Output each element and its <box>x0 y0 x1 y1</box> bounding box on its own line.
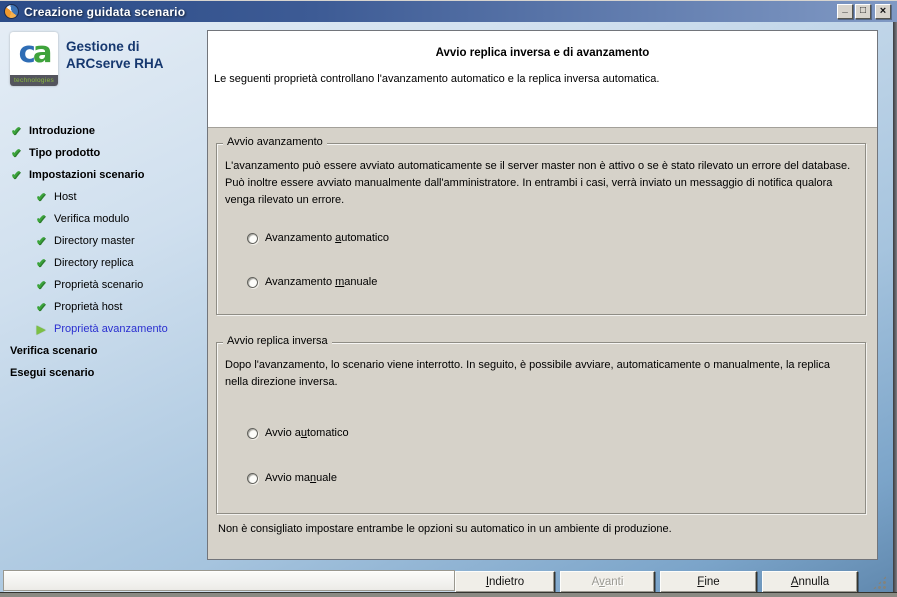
resize-grip[interactable] <box>872 575 887 590</box>
check-icon: ✔ <box>35 234 47 248</box>
group-avvio-replica-inversa <box>216 335 866 514</box>
sidebar-item-label: Proprietà avanzamento <box>54 323 168 335</box>
check-icon: ✔ <box>35 212 47 226</box>
maximize-button[interactable] <box>855 4 871 19</box>
page-description: Le seguenti proprietà controllano l'avanzamento automatico e la replica inversa automatica. <box>214 73 660 85</box>
sidebar-item-host[interactable] <box>0 186 207 208</box>
annulla-button[interactable]: Annulla <box>762 571 858 593</box>
avanti-button[interactable]: Avanti <box>560 571 655 593</box>
page-title: Avvio replica inversa e di avanzamento <box>435 47 650 59</box>
sidebar-item-label: Verifica modulo <box>54 213 130 225</box>
sidebar-item-proprieta-scenario[interactable] <box>0 274 207 296</box>
radio-button-icon[interactable] <box>247 428 258 439</box>
check-icon: ✔ <box>35 190 47 204</box>
ca-logo-letters: ca <box>18 35 50 69</box>
sidebar-item-introduzione[interactable] <box>0 120 207 142</box>
radio-label: Avanzamento manuale <box>265 276 378 288</box>
group-description: Dopo l'avanzamento, lo scenario viene interrotto. In seguito, è possibile avviare, automaticamente o manualmente, la replica nella direzione inversa. <box>225 359 830 388</box>
wizard-steps-nav <box>0 120 207 384</box>
sidebar-item-label: Impostazioni scenario <box>29 169 145 181</box>
sidebar-item-directory-master[interactable] <box>0 230 207 252</box>
wizard-sidebar <box>0 22 207 597</box>
app-title-line1: Gestione di <box>66 39 140 54</box>
sidebar-item-esegui-scenario[interactable] <box>0 362 207 384</box>
group-title: Avvio replica inversa <box>223 335 332 347</box>
radio-label: Avanzamento automatico <box>265 232 389 244</box>
content-header <box>208 31 877 128</box>
window-right-edge <box>893 22 897 597</box>
radio-button-icon[interactable] <box>247 473 258 484</box>
sidebar-item-verifica-modulo[interactable] <box>0 208 207 230</box>
sidebar-item-directory-replica[interactable] <box>0 252 207 274</box>
check-icon: ✔ <box>10 124 22 138</box>
radio-avvio-manuale[interactable] <box>247 472 337 484</box>
close-icon: × <box>879 5 887 17</box>
check-icon: ✔ <box>10 168 22 182</box>
radio-button-icon[interactable] <box>247 233 258 244</box>
maximize-icon: □ <box>859 5 867 16</box>
radio-label: Avvio automatico <box>265 427 349 439</box>
sidebar-item-label: Proprietà host <box>54 301 123 313</box>
check-icon: ✔ <box>35 300 47 314</box>
window-controls <box>837 4 891 19</box>
check-icon: ✔ <box>35 256 47 270</box>
radio-avanzamento-automatico[interactable] <box>247 232 389 244</box>
fine-button[interactable]: Fine <box>660 571 757 593</box>
sidebar-item-verifica-scenario[interactable] <box>0 340 207 362</box>
indietro-button[interactable]: Indietro <box>455 571 555 593</box>
minimize-button[interactable] <box>837 4 853 19</box>
sidebar-item-impostazioni-scenario[interactable] <box>0 164 207 186</box>
check-icon: ✔ <box>10 146 22 160</box>
app-title <box>66 38 164 72</box>
radio-label: Avvio manuale <box>265 472 337 484</box>
titlebar <box>0 0 897 22</box>
status-bar <box>3 570 455 591</box>
sidebar-item-tipo-prodotto[interactable] <box>0 142 207 164</box>
check-icon: ✔ <box>35 278 47 292</box>
window-title: Creazione guidata scenario <box>24 4 186 19</box>
wizard-content-panel <box>207 30 878 560</box>
radio-avvio-automatico[interactable] <box>247 427 349 439</box>
sidebar-item-label: Tipo prodotto <box>29 147 101 159</box>
sidebar-item-label: Verifica scenario <box>10 345 98 357</box>
window-bottom-edge <box>0 592 897 597</box>
current-step-arrow-icon: ▶ <box>36 323 46 336</box>
sidebar-item-label: Directory replica <box>54 257 134 269</box>
sidebar-item-label: Introduzione <box>29 125 95 137</box>
app-title-line2: ARCserve RHA <box>66 56 164 71</box>
radio-avanzamento-manuale[interactable] <box>247 276 377 288</box>
sidebar-item-label: Host <box>54 191 77 203</box>
minimize-icon: _ <box>842 3 848 14</box>
sidebar-item-label: Esegui scenario <box>10 367 95 379</box>
ca-technologies-logo <box>10 32 58 86</box>
ca-logo-subtext: technologies <box>10 75 58 86</box>
radio-button-icon[interactable] <box>247 277 258 288</box>
sidebar-item-proprieta-avanzamento[interactable] <box>0 318 207 340</box>
group-title: Avvio avanzamento <box>223 136 327 148</box>
sidebar-item-proprieta-host[interactable] <box>0 296 207 318</box>
sidebar-item-label: Proprietà scenario <box>54 279 144 291</box>
note-text: Non è consigliato impostare entrambe le opzioni su automatico in un ambiente di produzione. <box>218 523 672 535</box>
group-avvio-avanzamento <box>216 136 866 315</box>
close-button[interactable] <box>875 4 891 19</box>
group-description: L'avanzamento può essere avviato automaticamente se il server master non è attivo o se è stato rilevato un errore del database. Può inoltre essere avviato manualmente dall'amministratore. In entrambi i casi, verrà inviato un messaggio di notifica qualora venga rilevato un errore. <box>225 160 851 206</box>
app-icon <box>4 4 19 19</box>
sidebar-item-label: Directory master <box>54 235 135 247</box>
